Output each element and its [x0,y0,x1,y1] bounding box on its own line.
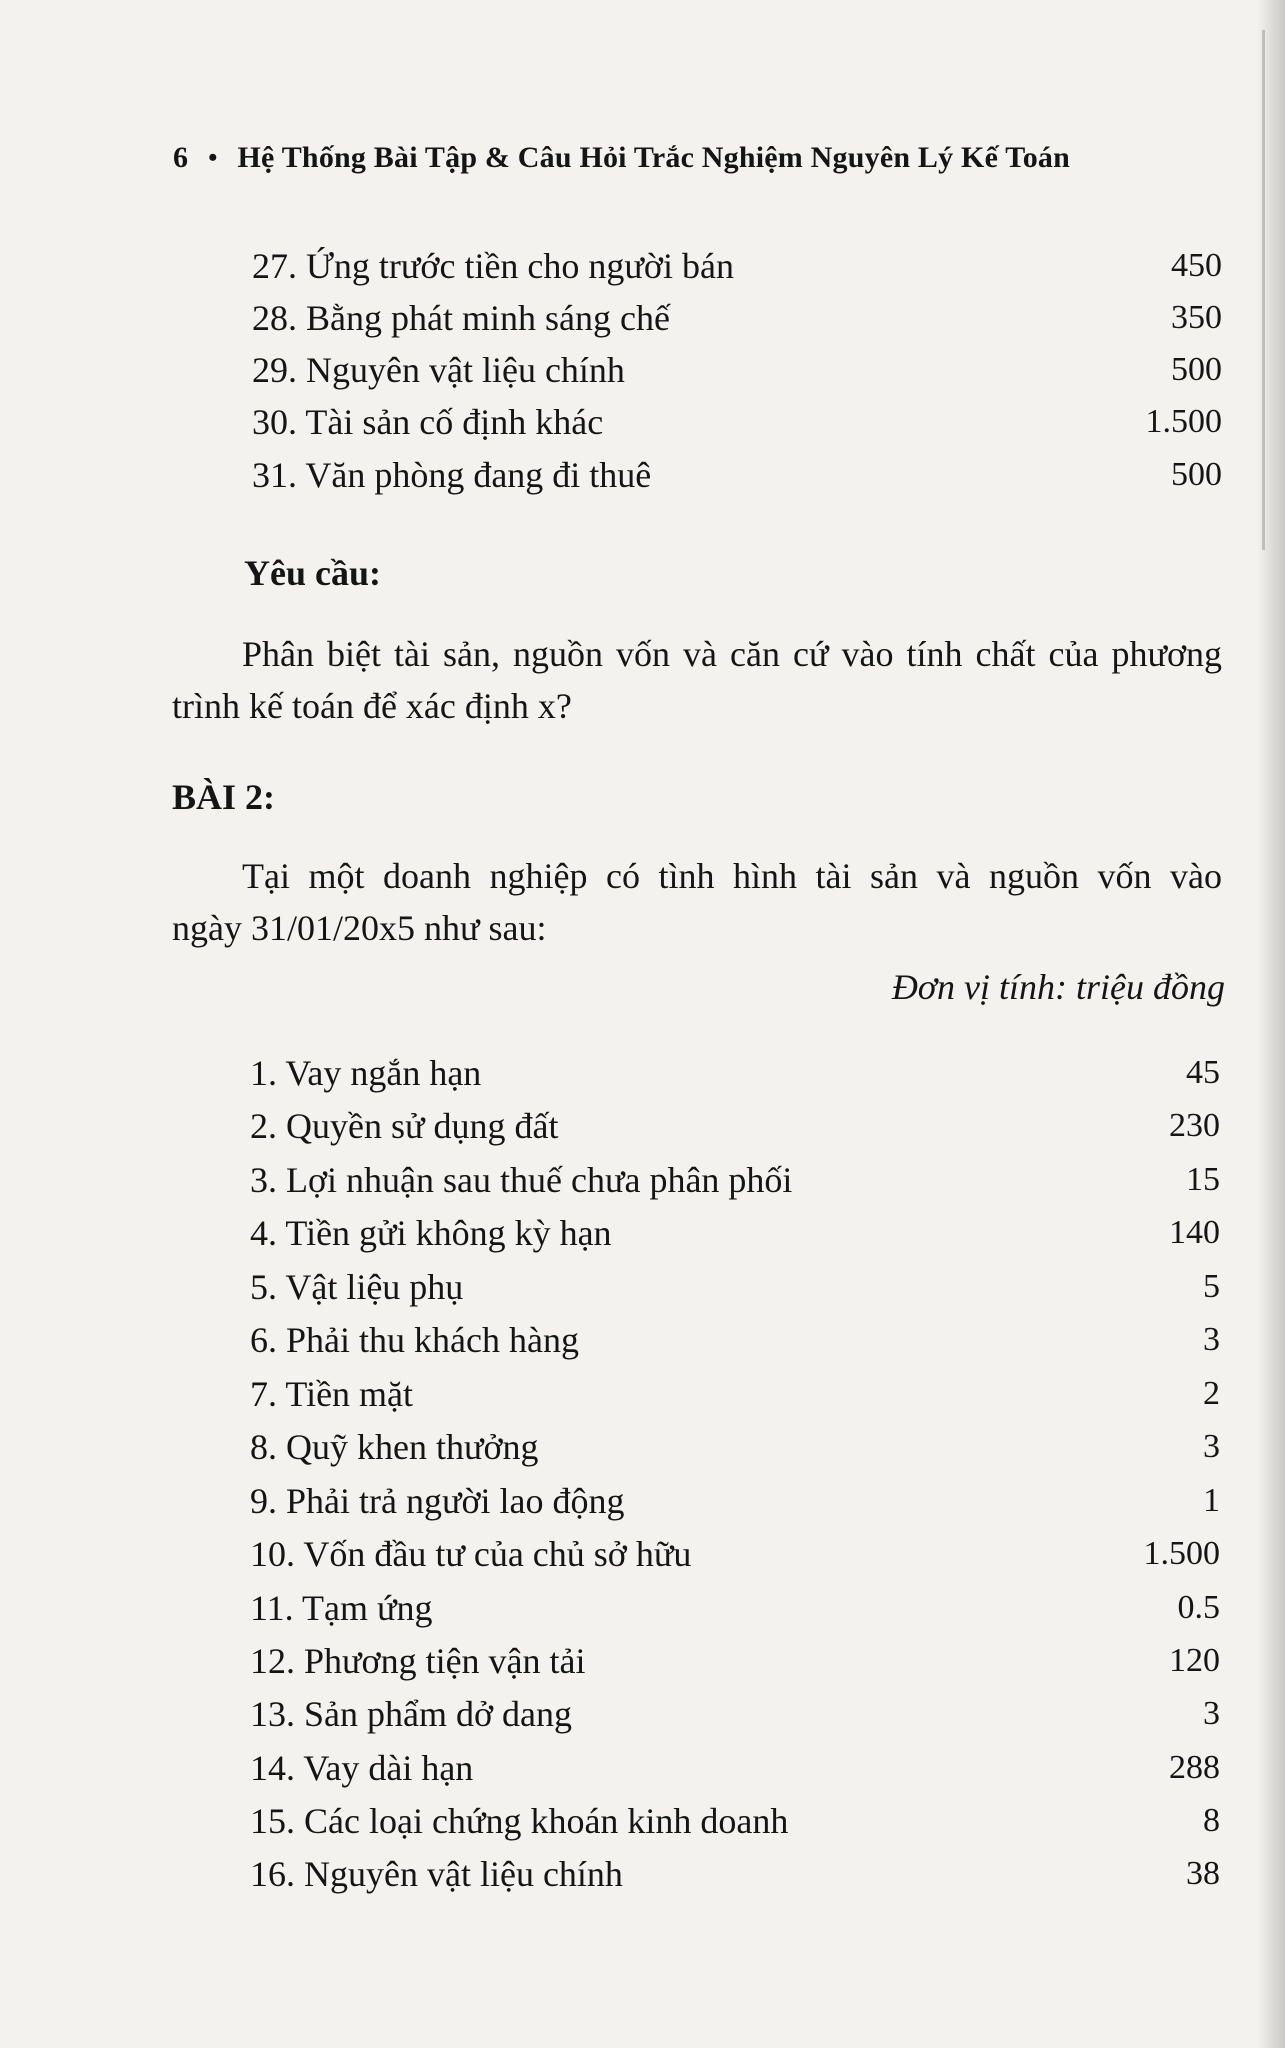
exercise-heading: BÀI 2: [172,777,276,817]
item-label: 1. Vay ngắn hạn [250,1053,482,1093]
item-value: 120 [1169,1642,1220,1679]
book-title: Hệ Thống Bài Tập & Câu Hỏi Trắc Nghiệm Nguyên Lý Kế Toán [237,141,1070,174]
item-value: 500 [1171,351,1222,388]
list-item [250,1797,1220,1845]
list-item [250,1477,1220,1525]
item-value: 230 [1169,1107,1220,1144]
requirement-heading: Yêu cầu: [244,553,381,593]
list-item [250,1423,1220,1471]
list-item [250,1690,1220,1738]
item-label: 8. Quỹ khen thưởng [250,1427,539,1467]
list-item [250,1316,1220,1364]
list-item [250,1049,1220,1097]
item-value: 3 [1203,1695,1220,1732]
item-label: 11. Tạm ứng [250,1588,433,1628]
item-label: 13. Sản phẩm dở dang [250,1694,572,1734]
list-item [250,1850,1220,1898]
item-value: 1 [1203,1482,1220,1519]
list-item [252,242,1222,290]
page-edge-shadow [1257,0,1285,2048]
header-bullet: • [208,143,218,172]
list-item [252,346,1222,394]
item-value: 288 [1169,1749,1220,1786]
item-value: 0.5 [1177,1589,1220,1626]
item-label: 4. Tiền gửi không kỳ hạn [250,1213,612,1253]
item-value: 3 [1203,1321,1220,1358]
item-label: 14. Vay dài hạn [250,1748,474,1788]
item-value: 500 [1171,456,1222,493]
item-label: 10. Vốn đầu tư của chủ sở hữu [250,1534,692,1574]
list-item [250,1209,1220,1257]
paragraph-line: ngày 31/01/20x5 như sau: [172,908,547,948]
item-value: 1.500 [1145,403,1222,440]
requirement-text [172,628,1222,732]
item-label: 30. Tài sản cố định khác [252,402,604,442]
list-item [250,1637,1220,1685]
item-value: 450 [1171,247,1222,284]
item-value: 140 [1169,1214,1220,1251]
list-item [250,1370,1220,1418]
list-item [250,1530,1220,1578]
item-value: 38 [1186,1855,1220,1892]
item-value: 5 [1203,1268,1220,1305]
item-label: 16. Nguyên vật liệu chính [250,1854,623,1894]
item-label: 2. Quyền sử dụng đất [250,1106,559,1146]
item-label: 29. Nguyên vật liệu chính [252,350,625,390]
paragraph-line: Phân biệt tài sản, nguồn vốn và căn cứ vào tính chất của phương [242,634,1222,674]
unit-label: Đơn vị tính: triệu đồng [891,967,1225,1007]
list-item [250,1584,1220,1632]
item-value: 1.500 [1143,1535,1220,1572]
item-label: 28. Bằng phát minh sáng chế [252,298,670,338]
item-label: 12. Phương tiện vận tải [250,1641,586,1681]
item-value: 350 [1171,299,1222,336]
list-item [252,294,1222,342]
item-value: 15 [1186,1161,1220,1198]
item-label: 9. Phải trả người lao động [250,1481,625,1521]
item-label: 6. Phải thu khách hàng [250,1320,579,1360]
list-item [252,398,1222,446]
list-item [250,1263,1220,1311]
item-label: 5. Vật liệu phụ [250,1267,464,1307]
running-header [173,136,1070,180]
list-item [252,451,1222,499]
item-label: 3. Lợi nhuận sau thuế chưa phân phối [250,1160,793,1200]
list-item [250,1744,1220,1792]
list-item [250,1156,1220,1204]
item-value: 8 [1203,1802,1220,1839]
page-number: 6 [173,141,189,174]
exercise-intro [172,850,1222,954]
paragraph-line: trình kế toán để xác định x? [172,686,572,726]
item-value: 2 [1203,1375,1220,1412]
list-item [250,1102,1220,1150]
item-label: 7. Tiền mặt [250,1374,414,1414]
item-value: 45 [1186,1054,1220,1091]
paragraph-line: Tại một doanh nghiệp có tình hình tài sản và nguồn vốn vào [242,856,1222,896]
item-label: 31. Văn phòng đang đi thuê [252,455,652,495]
item-label: 15. Các loại chứng khoán kinh doanh [250,1801,789,1841]
item-label: 27. Ứng trước tiền cho người bán [252,246,734,286]
item-value: 3 [1203,1428,1220,1465]
